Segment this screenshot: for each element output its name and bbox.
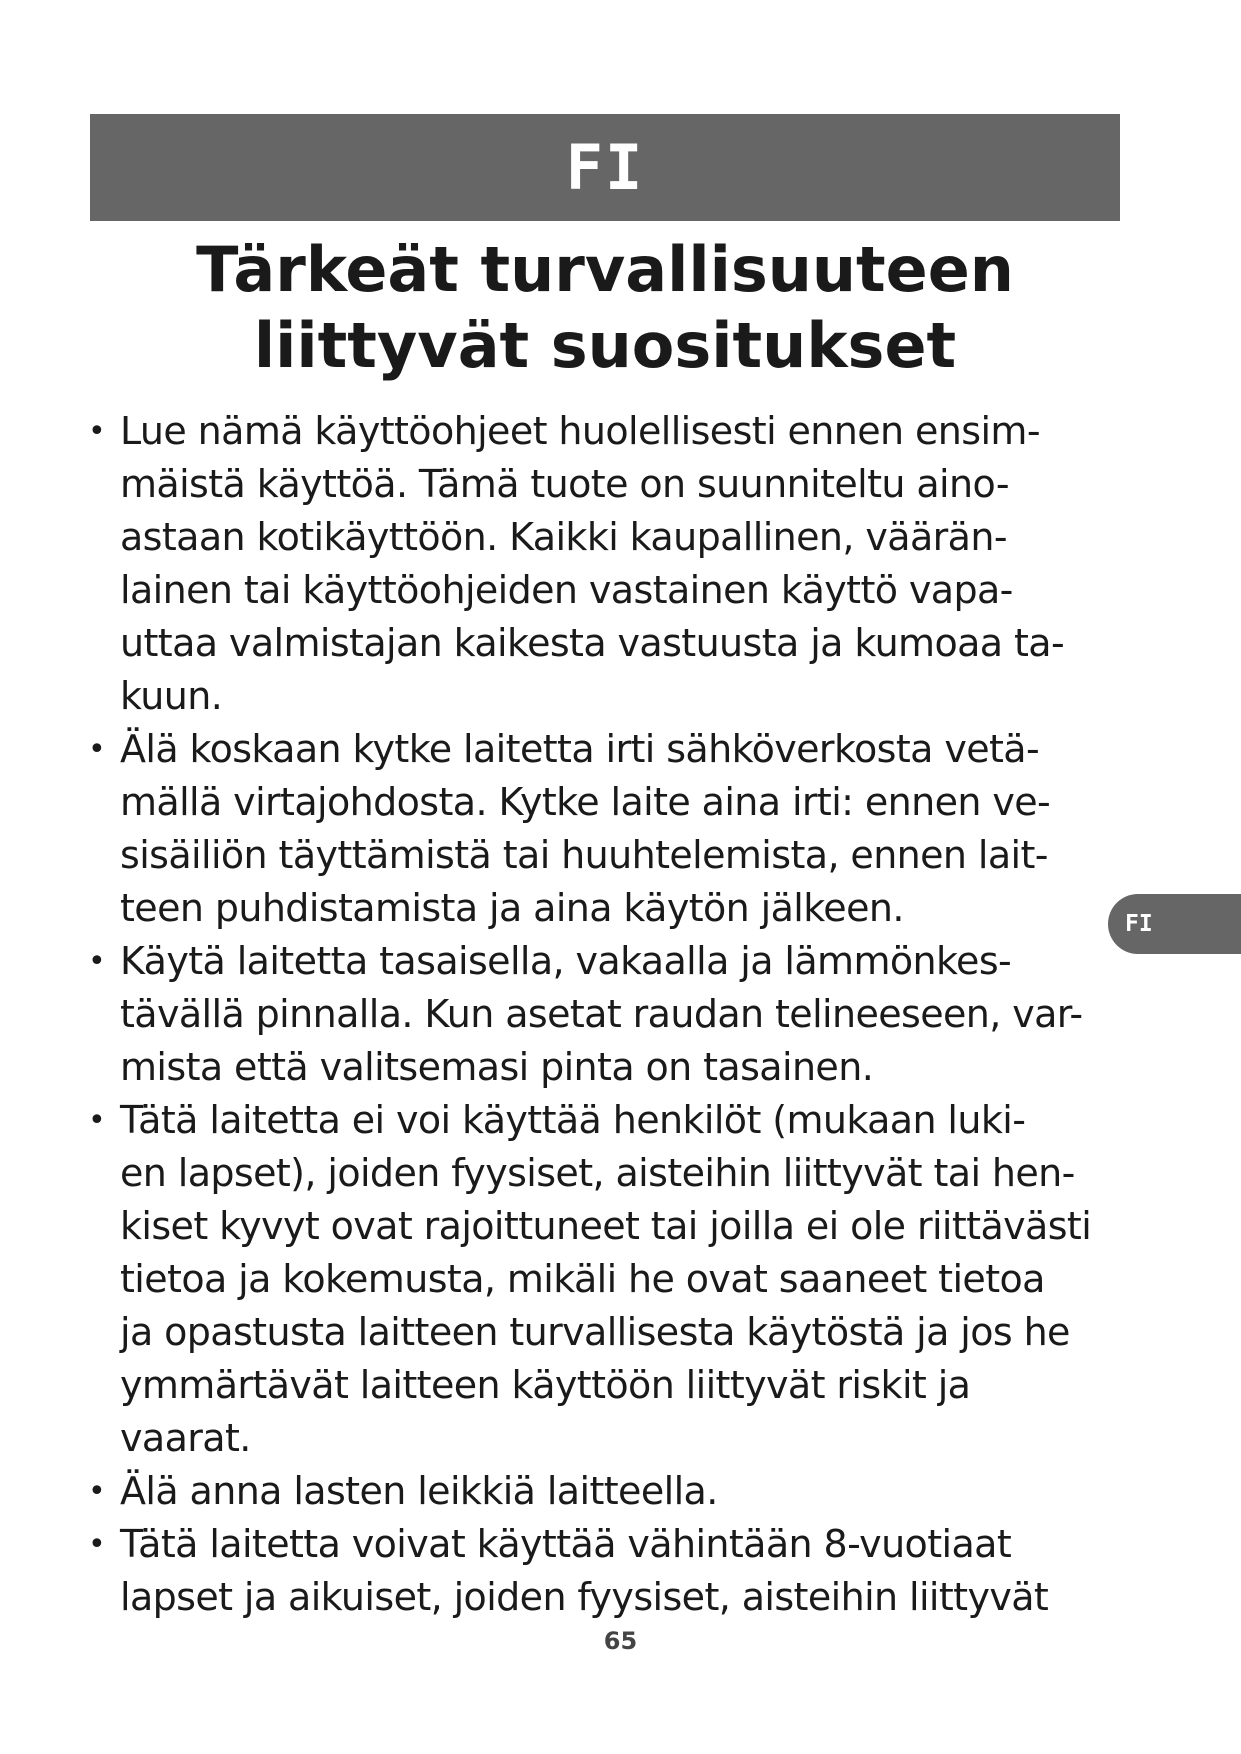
list-item bbox=[88, 1518, 1200, 1624]
text-line: tävällä pinnalla. Kun asetat raudan telineeseen, var- bbox=[120, 992, 1083, 1036]
bullet-icon: • bbox=[88, 414, 106, 449]
list-item bbox=[88, 1094, 1200, 1465]
text-line: uttaa valmistajan kaikesta vastuusta ja kumoaa ta- bbox=[120, 621, 1065, 665]
text-line: Tätä laitetta voivat käyttää vähintään 8-vuotiaat bbox=[120, 1522, 1012, 1566]
safety-recommendations-list bbox=[88, 405, 1200, 1624]
page-title bbox=[90, 232, 1120, 384]
text-line: kuun. bbox=[120, 674, 223, 718]
text-line: teen puhdistamista ja aina käytön jälkeen. bbox=[120, 886, 904, 930]
text-line: mäistä käyttöä. Tämä tuote on suunniteltu aino- bbox=[120, 462, 1009, 506]
text-line: ja opastusta laitteen turvallisesta käytöstä ja jos he bbox=[120, 1310, 1070, 1354]
text-line: kiset kyvyt ovat rajoittuneet tai joilla ei ole riittävästi bbox=[120, 1204, 1092, 1248]
text-line: mista että valitsemasi pinta on tasainen. bbox=[120, 1045, 874, 1089]
page-number: 65 bbox=[603, 1627, 638, 1655]
text-line: Käytä laitetta tasaisella, vakaalla ja lämmönkes- bbox=[120, 939, 1012, 983]
bullet-icon: • bbox=[88, 1103, 106, 1138]
text-line: Tätä laitetta ei voi käyttää henkilöt (mukaan luki- bbox=[120, 1098, 1026, 1142]
text-line: vaarat. bbox=[120, 1416, 251, 1460]
bullet-icon: • bbox=[88, 1474, 106, 1509]
bullet-icon: • bbox=[88, 732, 106, 767]
list-item bbox=[88, 1465, 1200, 1518]
title-line: Tärkeät turvallisuuteen bbox=[196, 233, 1014, 306]
text-line: Älä anna lasten leikkiä laitteella. bbox=[120, 1469, 718, 1513]
language-banner bbox=[90, 114, 1120, 221]
bullet-icon: • bbox=[88, 1527, 106, 1562]
bullet-icon: • bbox=[88, 944, 106, 979]
text-line: mällä virtajohdosta. Kytke laite aina irti: ennen ve- bbox=[120, 780, 1051, 824]
text-line: lapset ja aikuiset, joiden fyysiset, aisteihin liittyvät bbox=[120, 1575, 1049, 1619]
text-line: Älä koskaan kytke laitetta irti sähköverkosta vetä- bbox=[120, 727, 1040, 771]
list-item bbox=[88, 935, 1200, 1094]
text-line: astaan kotikäyttöön. Kaikki kaupallinen, väärän- bbox=[120, 515, 1007, 559]
text-line: lainen tai käyttöohjeiden vastainen käyttö vapa- bbox=[120, 568, 1013, 612]
text-line: Lue nämä käyttöohjeet huolellisesti ennen ensim- bbox=[120, 409, 1040, 453]
language-code: FI bbox=[565, 131, 645, 204]
list-item bbox=[88, 405, 1200, 723]
list-item bbox=[88, 723, 1200, 935]
text-line: ymmärtävät laitteen käyttöön liittyvät riskit ja bbox=[120, 1363, 971, 1407]
text-line: en lapset), joiden fyysiset, aisteihin liittyvät tai hen- bbox=[120, 1151, 1075, 1195]
text-line: tietoa ja kokemusta, mikäli he ovat saaneet tietoa bbox=[120, 1257, 1045, 1301]
text-line: sisäiliön täyttämistä tai huuhtelemista, ennen lait- bbox=[120, 833, 1048, 877]
title-line: liittyvät suositukset bbox=[253, 309, 957, 382]
side-tab-label: FI bbox=[1125, 911, 1153, 937]
language-side-tab bbox=[1108, 894, 1241, 954]
